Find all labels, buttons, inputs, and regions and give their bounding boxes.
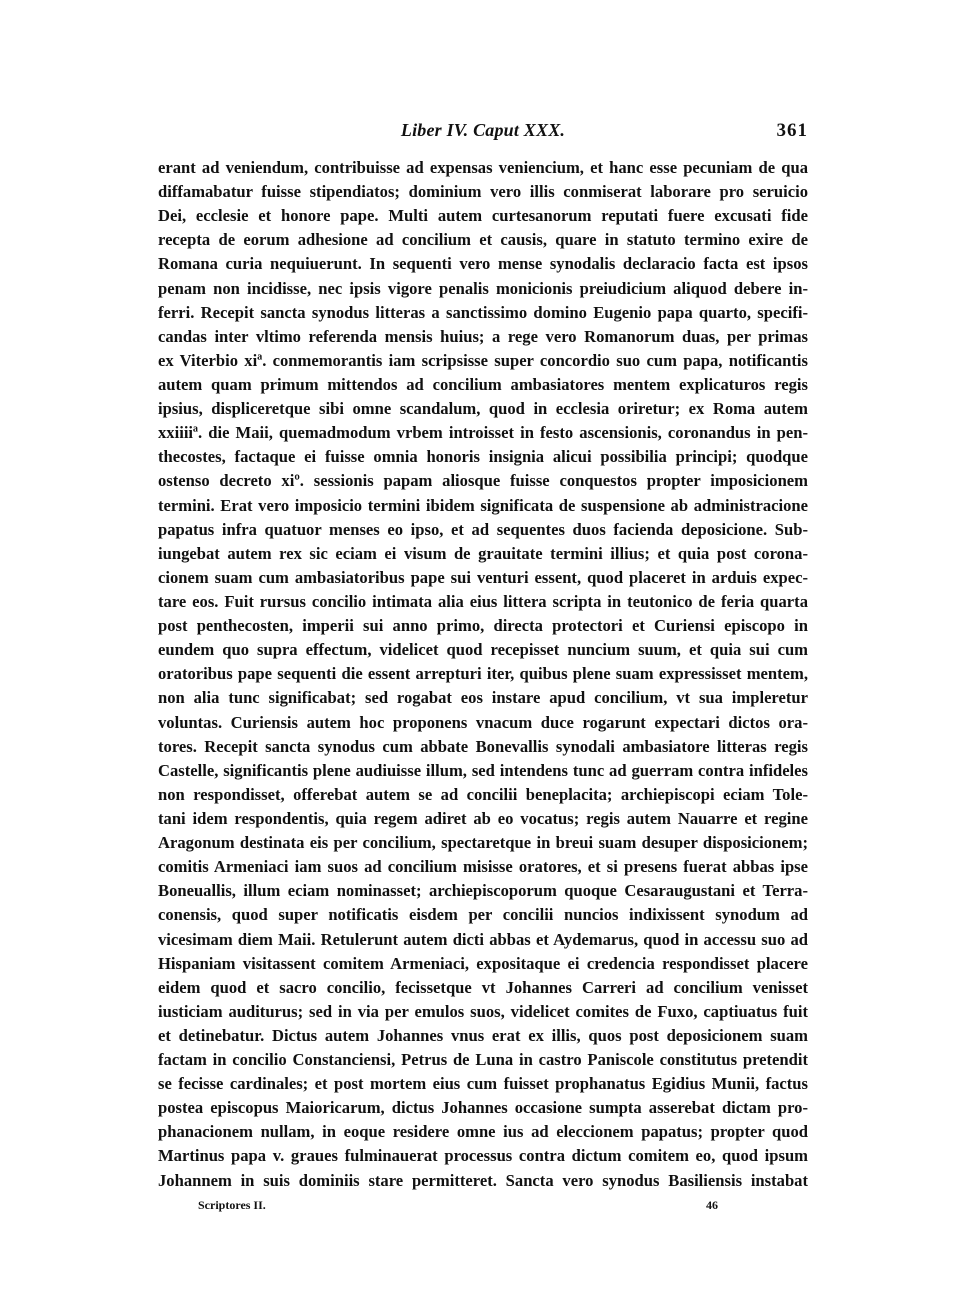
text-line: tani idem respondentis, quia regem adiret ab eo vocatus; regis autem Nauarre et regine [158, 808, 808, 828]
footer-signature: Scriptores II. [198, 1198, 266, 1212]
text-line: thecostes, factaque ei fuisse omnia honoris insignia alicui possibilia principi; quodque [158, 447, 808, 467]
text-line: post penthecosten, imperii sui anno primo, directa protectori et Curiensi episcopo in [158, 616, 808, 636]
text-line: eundem quo supra effectum, videlicet quod recepisset nuncium suum, et quia sui cum [158, 640, 808, 660]
running-title: Liber IV. Caput XXX. [400, 120, 566, 140]
page-number: 361 [776, 120, 808, 141]
text-line: Martinus papa v. graues fulminauerat processus contra dictum comitem eo, quod ipsum [158, 1146, 808, 1166]
text-line: oratoribus pape sequenti die essent arrepturi iter, quibus plene suam expressisset mentem, [158, 664, 808, 684]
text-line: Johannem in suis dominiis stare permitteret. Sancta vero synodus Basiliensis instabat [158, 1170, 808, 1190]
text-line: Castelle, significantis plene audiuisse illum, sed intendens tunc ad guerram contra infideles [158, 760, 808, 780]
text-line: tare eos. Fuit rursus concilio intimata alia eius littera scripta in teutonico de feria quarta [158, 591, 808, 611]
text-line: iusticiam auditurus; sed in via per emulos suos, videlicet comites de Fuxo, captiuatus fuit [158, 1001, 808, 1021]
text-line: iungebat autem rex sic eciam ei visum de grauitate termini illius; et quia post corona- [158, 543, 808, 563]
text-line: ferri. Recepit sancta synodus litteras a sanctissimo domino Eugenio papa quarto, specifi- [158, 302, 808, 322]
text-line: non respondisset, offerebat autem se ad concilii beneplacita; archiepiscopi eciam Tole- [158, 784, 808, 804]
text-line: factam in concilio Constanciensi, Petrus de Luna in castro Paniscole constitutus pretendit [158, 1050, 808, 1070]
text-line: conensis, quod super notificatis eisdem per concilii nuncios indixissent synodum ad [158, 905, 808, 925]
footer-sheet-number: 46 [706, 1198, 718, 1212]
text-line: ostenso decreto xiº. sessionis papam aliosque fuisse conquestos propter imposicionem [158, 471, 808, 491]
text-line: tores. Recepit sancta synodus cum abbate Bonevallis synodali ambasiatore litteras regis [158, 736, 808, 756]
page-footer [198, 1198, 738, 1218]
text-line: Boneuallis, illum eciam nominasset; archiepiscoporum quoque Cesaraugustani et Terra- [158, 881, 808, 901]
text-line: erant ad veniendum, contribuisse ad expensas veniencium, et hanc esse pecuniam de qua [158, 158, 808, 177]
text-line: xxiiiiª. die Maii, quemadmodum vrbem introisset in festo ascensionis, coronandus in pen- [158, 423, 808, 443]
text-line: Aragonum destinata eis per concilium, spectaretque in breui suam desuper disposicionem; [158, 833, 808, 853]
text-line: et detinebatur. Dictus autem Johannes vnus erat ex illis, quos post deposicionem suam [158, 1025, 808, 1045]
text-line: cionem suam cum ambasiatoribus pape sui venturi essent, quod placeret in arduis expec- [158, 567, 808, 587]
text-line: voluntas. Curiensis autem hoc proponens vnacum duce rogarunt expectari dictos ora- [158, 712, 808, 732]
running-head [158, 120, 808, 146]
text-line: Romana curia nequiuerunt. In sequenti vero mense synodalis declaracio facta est ipsos [158, 254, 808, 274]
text-line: comitis Armeniaci iam suos ad concilium misisse oratores, et si presens fuerat abbas ipse [158, 857, 808, 877]
text-line: Dei, ecclesie et honore pape. Multi autem curtesanorum reputati fuere excusati fide [158, 206, 808, 226]
text-line: diffamabatur fuisse stipendiatos; dominium vero illis conmiserat laborare pro seruicio [158, 182, 808, 202]
text-line: papatus infra quatuor menses eo ipso, et ad sequentes duos facienda deposicione. Sub- [158, 519, 808, 539]
text-line: termini. Erat vero imposicio termini ibidem significata de suspensione ab administracione [158, 495, 808, 515]
text-line: Hispaniam visitassent comitem Armeniaci, expositaque ei credencia respondisset placere [158, 953, 808, 973]
text-line: eidem quod et sacro concilio, fecissetque vt Johannes Carreri ad concilium venisset [158, 977, 808, 997]
text-line: autem quam primum mittendos ad concilium ambasiatores mentem explicaturos regis [158, 374, 808, 394]
text-line: ex Viterbio xiª. conmemorantis iam scripsisse super concordio suo cum papa, notificantis [158, 350, 808, 370]
text-line: ipsius, displiceretque sibi omne scandalum, quod in ecclesia oriretur; ex Roma autem [158, 399, 808, 419]
text-line: phanacionem nullam, in eoque residere omne ius ad eleccionem papatus; propter quod [158, 1122, 808, 1142]
body-text [158, 156, 808, 1193]
text-line: vicesimam diem Maii. Retulerunt autem dicti abbas et Aydemarus, quod in accessu suo ad [158, 929, 808, 949]
text-line: candas inter vltimo referenda mensis huius; a rege vero Romanorum duas, per primas [158, 326, 808, 346]
text-line: non alia tunc significabat; sed rogabat eos instare apud concilium, vt sua impleretur [158, 688, 808, 708]
text-line: postea episcopus Maioricarum, dictus Johannes occasione sumpta asserebat dictam pro- [158, 1098, 808, 1118]
text-line: se fecisse cardinales; et post mortem eius cum fuisset prophanatus Egidius Munii, factus [158, 1074, 808, 1094]
text-line: penam non incidisse, nec ipsis vigore penalis monicionis preiudicium aliquod debere in- [158, 278, 808, 298]
text-line: recepta de eorum adhesione ad concilium et causis, quare in statuto termino exire de [158, 230, 808, 250]
